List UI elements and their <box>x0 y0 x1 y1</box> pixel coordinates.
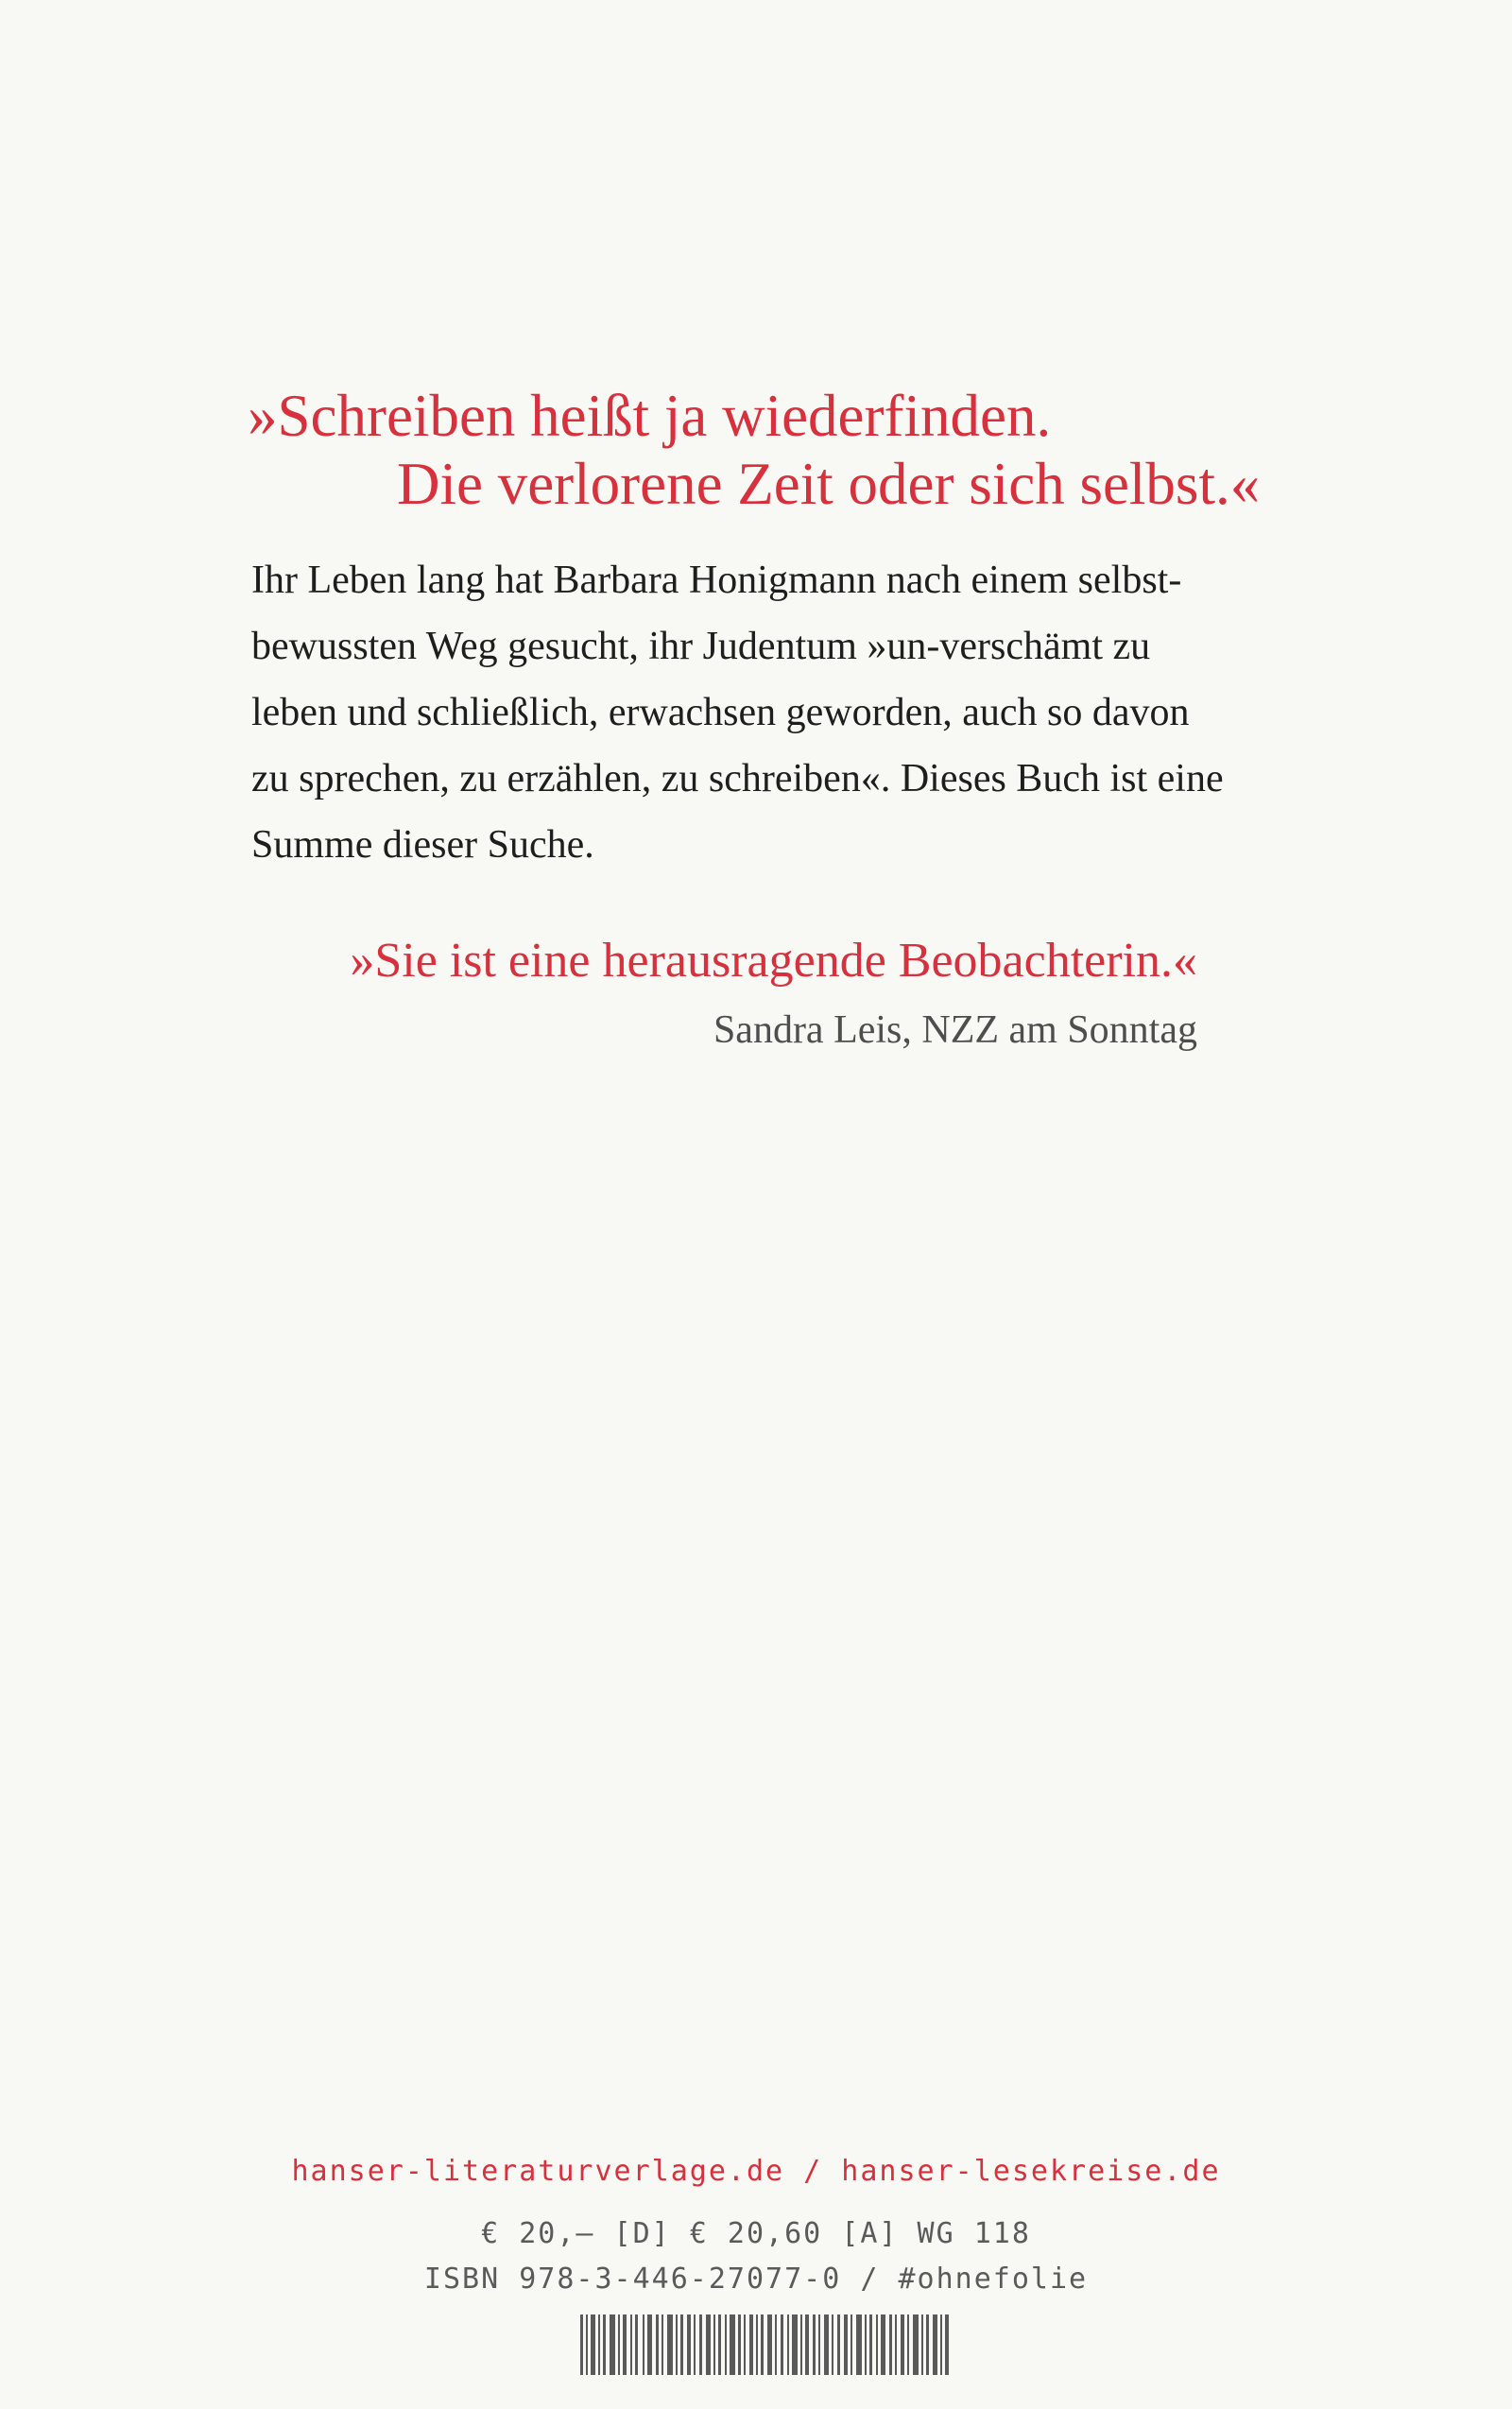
price-line: € 20,– [D] € 20,60 [A] WG 118 <box>481 2217 1031 2250</box>
isbn-barcode <box>580 2314 951 2375</box>
blurb-line: zu sprechen, zu erzählen, zu schreiben«. Dieses Buch ist eine <box>251 757 1224 800</box>
blurb-line: bewussten Weg gesucht, ihr Judentum »un-verschämt zu <box>251 625 1151 668</box>
review-source: Sandra Leis, NZZ am Sonntag <box>713 1008 1197 1052</box>
review-quote: »Sie ist eine herausragende Beobachterin.« <box>350 934 1197 988</box>
headline-line-1: »Schreiben heißt ja wiederfinden. <box>248 383 1052 449</box>
blurb-line: Ihr Leben lang hat Barbara Honigmann nach einem selbst- <box>251 559 1182 602</box>
publisher-websites: hanser-literaturverlage.de / hanser-lesekreise.de <box>291 2155 1221 2188</box>
isbn-line: ISBN 978-3-446-27077-0 / #ohnefolie <box>423 2263 1089 2296</box>
blurb-line: leben und schließlich, erwachsen geworden, auch so davon <box>251 691 1190 734</box>
headline-line-2: Die verlorene Zeit oder sich selbst.« <box>397 451 1261 517</box>
blurb-line: Summe dieser Suche. <box>251 823 594 867</box>
blurb-paragraph <box>251 547 1272 878</box>
